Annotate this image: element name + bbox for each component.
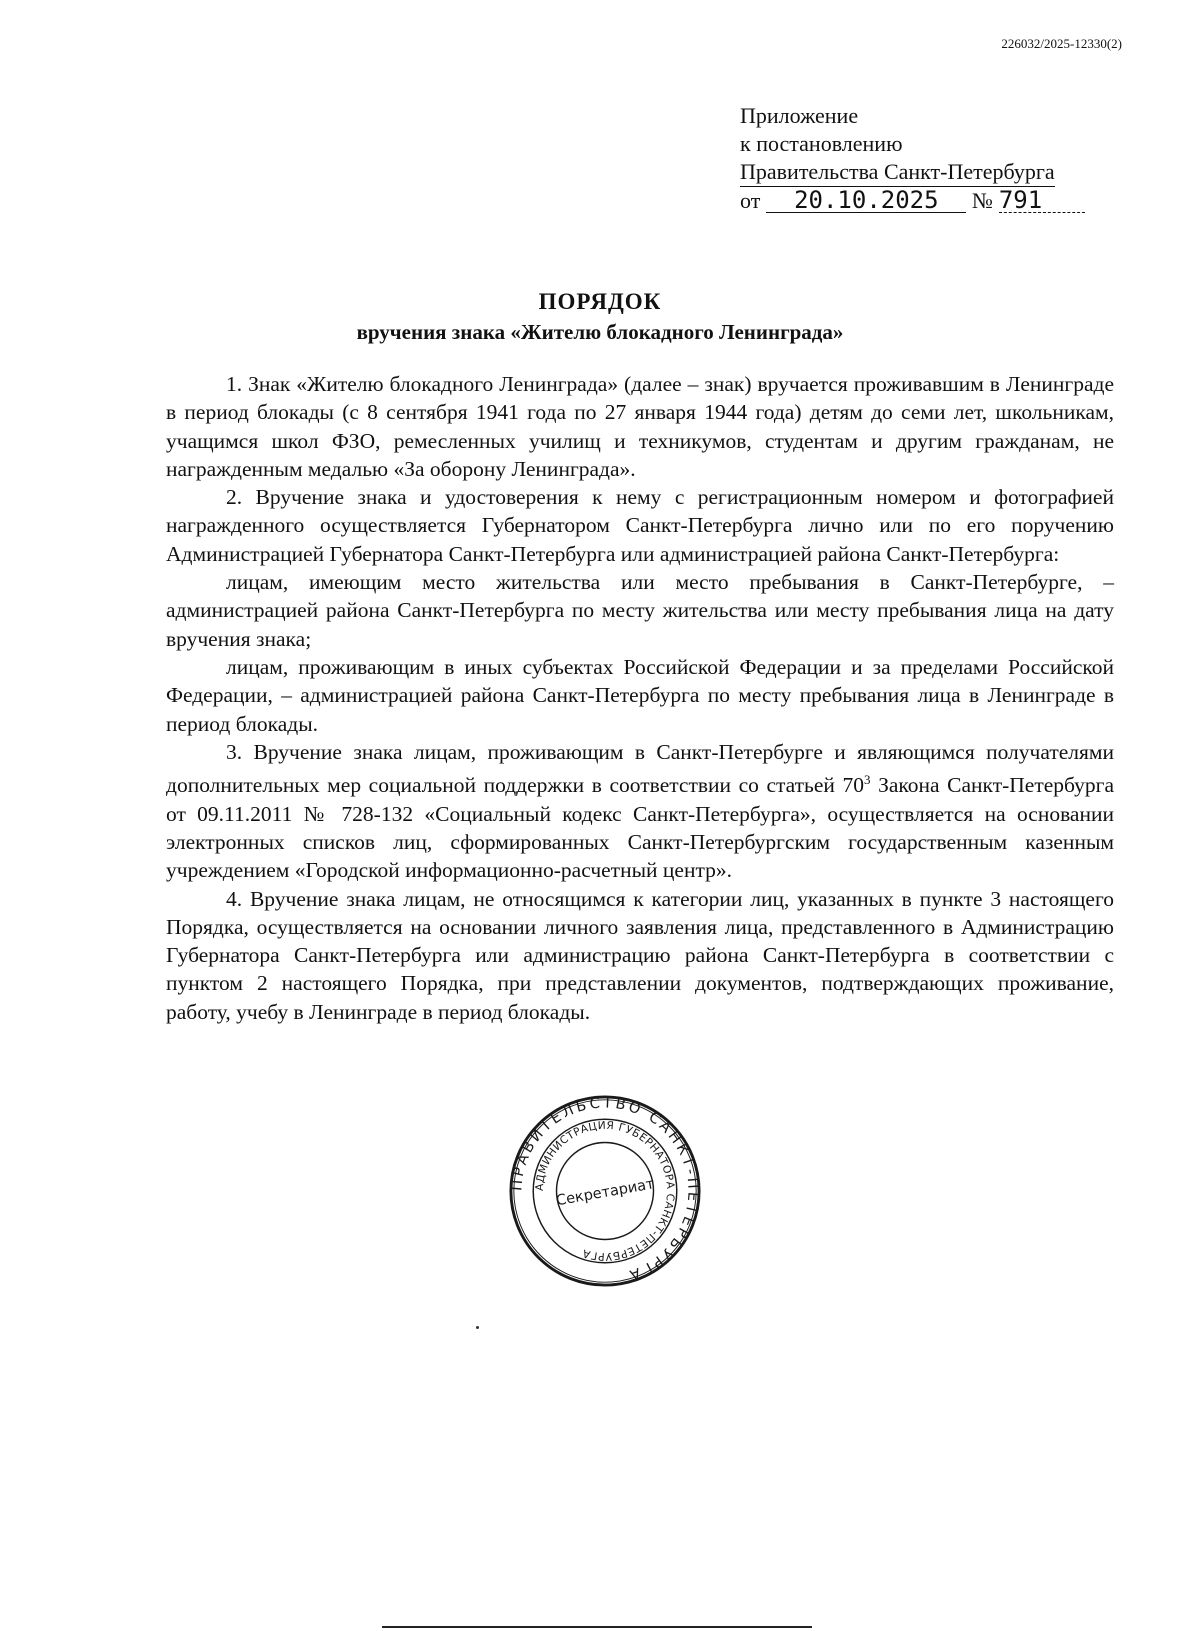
paragraph-3-part-2: Закона Санкт-Петербурга от 09.11.2011 № 728-132 «Социальный кодекс Санкт-Петербурга», осуществляется на основании электронных списков лиц, сформированных Санкт-Петербургским государственным казенным учреждением «Городской информационно-расчетный центр». <box>166 773 1114 883</box>
bottom-rule <box>382 1626 812 1628</box>
appendix-line-3: Правительства Санкт-Петербурга <box>740 158 1055 187</box>
article-superscript: 3 <box>864 772 871 788</box>
appendix-date-line <box>740 187 1100 215</box>
paragraph-2-item-1: лицам, имеющим место жительства или место пребывания в Санкт-Петербурге, – администрацией района Санкт-Петербурга по месту жительства или месту пребывания лица на дату вручения знака; <box>166 570 1114 651</box>
decree-date: 20.10.2025 <box>766 188 966 213</box>
paragraph-3-part-1: 3. Вручение знака лицам, проживающим в Санкт-Петербурге и являющимся получателями дополнительных мер социальной поддержки в соответствии со статьей 70 <box>166 739 1114 798</box>
registration-number: 226032/2025-12330(2) <box>1001 36 1122 51</box>
appendix-block <box>740 102 1100 215</box>
paragraph-4: 4. Вручение знака лицам, не относящимся к категории лиц, указанных в пункте 3 настоящего Порядка, осуществляется на основании личного заявления лица, представленного в Администрацию Губернатора Санкт-Петербурга или администрацию района Санкт-Петербурга в соответствии с пунктом 2 настоящего Порядка, при представлении документов, подтверждающих проживание, работу, учебу в Ленинграде в период блокады. <box>166 886 1114 1024</box>
scan-speck <box>476 1326 479 1329</box>
paragraph-3 <box>166 738 1114 885</box>
document-title: ПОРЯДОК <box>538 289 662 314</box>
from-label: от <box>740 188 761 213</box>
appendix-line-1: Приложение <box>740 103 859 128</box>
official-seal <box>508 1094 702 1288</box>
paragraph-2-item-2: лицам, проживающим в иных субъектах Российской Федерации и за пределами Российской Федерации, – администрацией района Санкт-Петербурга по месту пребывания лица в Ленинграде в период блокады. <box>166 654 1114 736</box>
decree-number: 791 <box>999 188 1085 213</box>
paragraph-1: 1. Знак «Жителю блокадного Ленинграда» (далее – знак) вручается проживавшим в Ленинграде в период блокады (с 8 сентября 1941 года по 27 января 1944 года) детям до семи лет, школьникам, учащимся школ ФЗО, ремесленных училищ и техникумов, студентам и другим гражданам, не награжденным медалью «За оборону Ленинграда». <box>166 372 1114 481</box>
seal-outer-text: ПРАВИТЕЛЬСТВО САНКТ-ПЕТЕРБУРГА <box>508 1094 702 1285</box>
document-body <box>166 370 1114 1026</box>
seal-inner-text: АДМИНИСТРАЦИЯ ГУБЕРНАТОРА САНКТ-ПЕТЕРБУРГА <box>532 1118 678 1264</box>
document-subtitle: вручения знака «Жителю блокадного Ленинграда» <box>356 320 844 344</box>
seal-center-text: Секретариат <box>554 1175 656 1210</box>
appendix-line-2: к постановлению <box>740 131 903 156</box>
number-label: № <box>971 188 993 213</box>
paragraph-2: 2. Вручение знака и удостоверения к нему с регистрационным номером и фотографией награжденного осуществляется Губернатором Санкт-Петербурга лично или по его поручению Администрацией Губернатора Санкт-Петербурга или администрацией района Санкт-Петербурга: <box>166 485 1114 566</box>
